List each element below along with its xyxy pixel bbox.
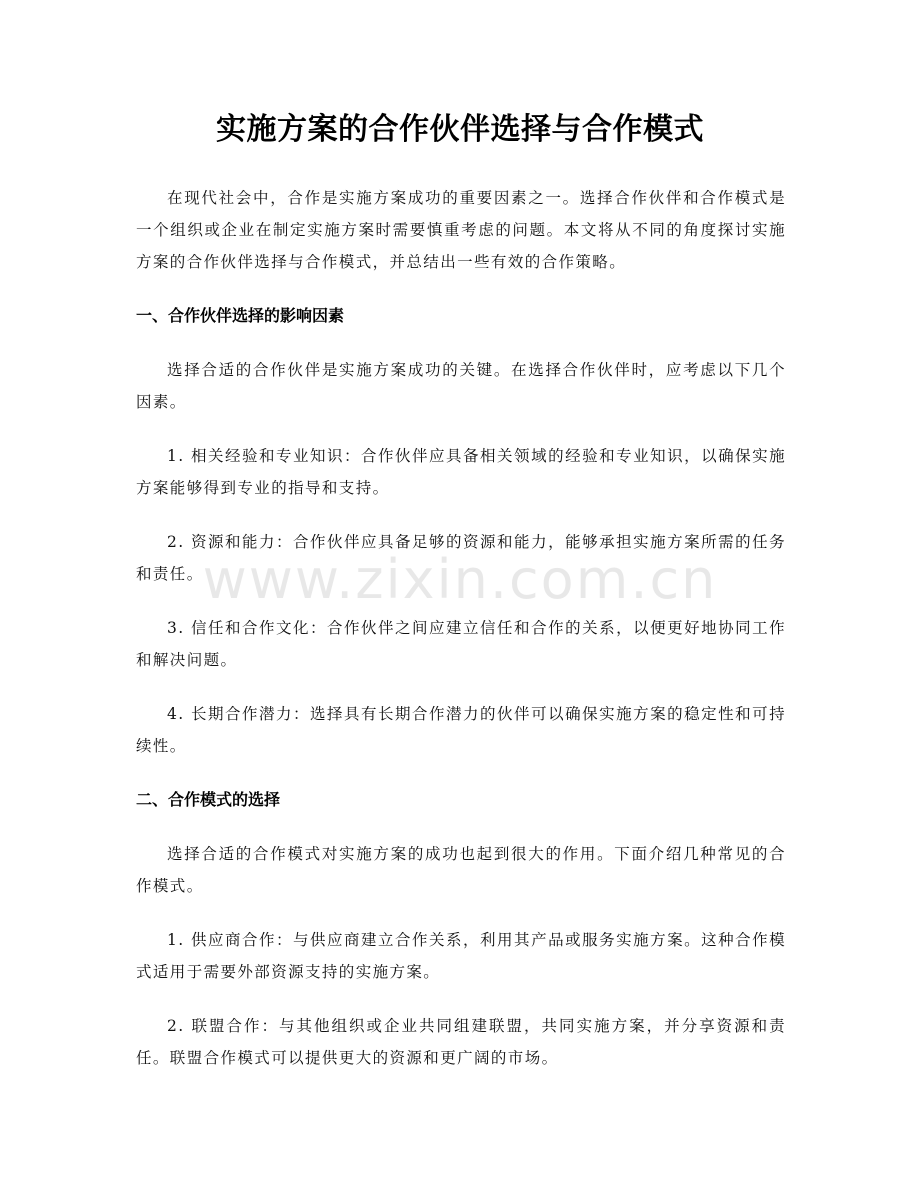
section-heading-1: 一、合作伙伴选择的影响因素 bbox=[136, 306, 345, 325]
section-heading-2: 二、合作模式的选择 bbox=[136, 790, 281, 809]
section-1-intro: 选择合适的合作伙伴是实施方案成功的关键。在选择合作伙伴时，应考虑以下几个因素。 bbox=[136, 361, 786, 411]
intro-paragraph: 在现代社会中，合作是实施方案成功的重要因素之一。选择合作伙伴和合作模式是一个组织或企业在制定实施方案时需要慎重考虑的问题。本文将从不同的角度探讨实施方案的合作伙伴选择与合作模式，并总结出一些有效的合作策略。 bbox=[136, 189, 786, 271]
list-item: 1. 供应商合作：与供应商建立合作关系，利用其产品或服务实施方案。这种合作模式适用于需要外部资源支持的实施方案。 bbox=[136, 931, 786, 981]
list-item: 1. 相关经验和专业知识：合作伙伴应具备相关领域的经验和专业知识，以确保实施方案能够得到专业的指导和支持。 bbox=[136, 447, 786, 497]
document-body bbox=[136, 182, 786, 1096]
watermark-text: www.zixin.com.cn bbox=[202, 548, 718, 611]
list-item: 2. 资源和能力：合作伙伴应具备足够的资源和能力，能够承担实施方案所需的任务和责任。 bbox=[136, 533, 786, 583]
list-item: 2. 联盟合作：与其他组织或企业共同组建联盟，共同实施方案，并分享资源和责任。联盟合作模式可以提供更大的资源和更广阔的市场。 bbox=[136, 1017, 786, 1067]
list-item: 4. 长期合作潜力：选择具有长期合作潜力的伙伴可以确保实施方案的稳定性和可持续性。 bbox=[136, 705, 786, 755]
section-2-intro: 选择合适的合作模式对实施方案的成功也起到很大的作用。下面介绍几种常见的合作模式。 bbox=[136, 845, 786, 895]
page-title: 实施方案的合作伙伴选择与合作模式 bbox=[216, 112, 704, 147]
list-item: 3. 信任和合作文化：合作伙伴之间应建立信任和合作的关系，以便更好地协同工作和解决问题。 bbox=[136, 619, 786, 669]
